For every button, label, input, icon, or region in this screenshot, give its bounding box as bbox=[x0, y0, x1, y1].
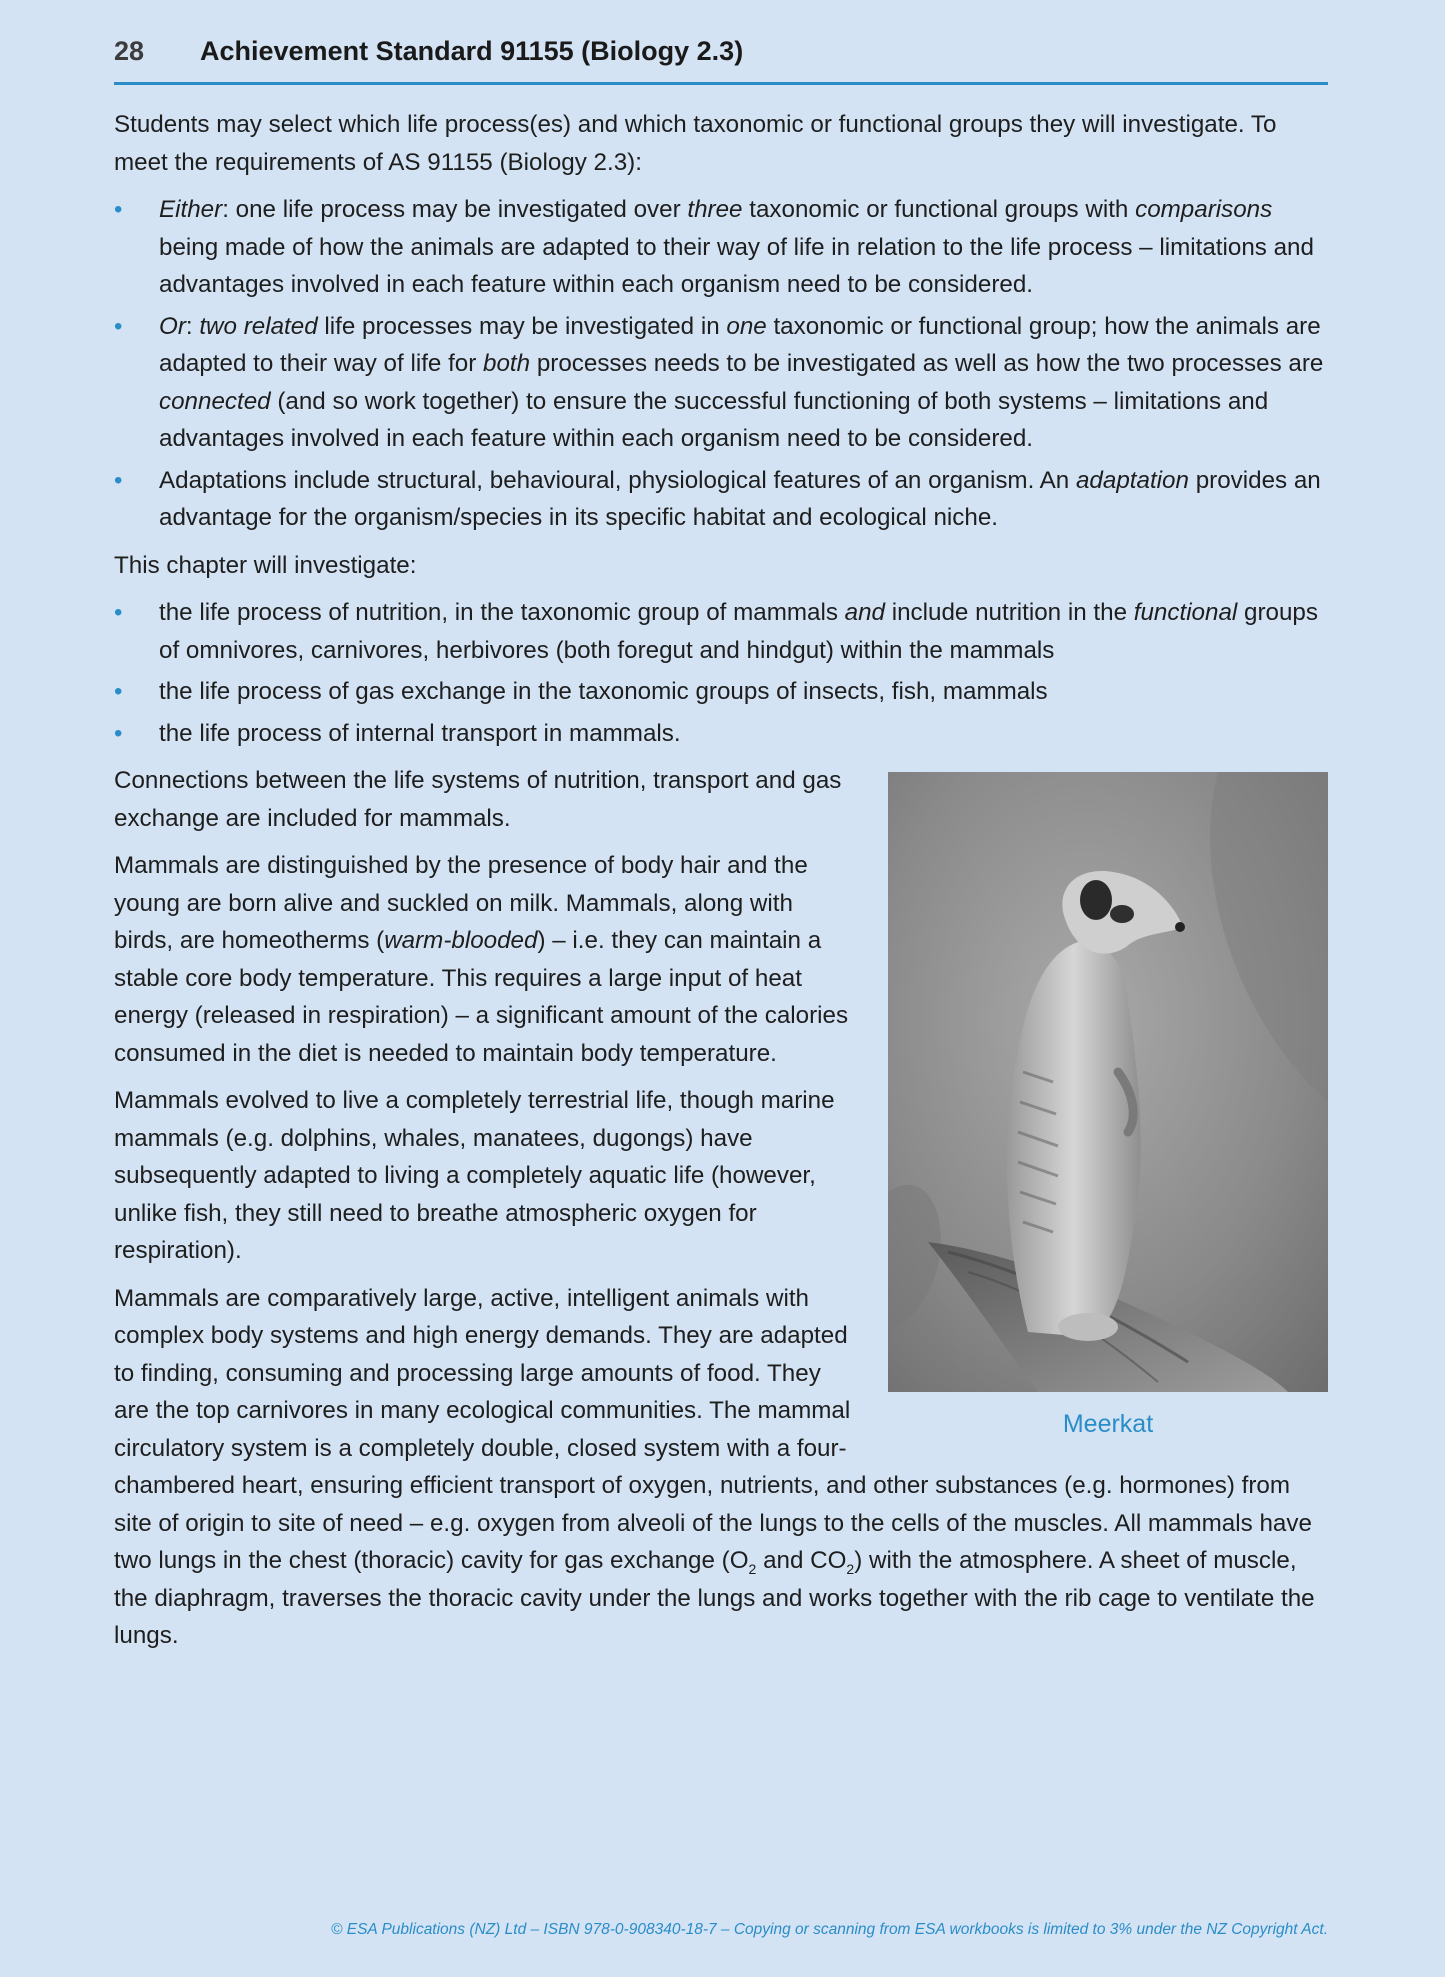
meerkat-photo bbox=[888, 772, 1328, 1392]
bullet-icon: • bbox=[114, 312, 123, 340]
page-header bbox=[114, 32, 1328, 85]
meerkat-figure bbox=[888, 772, 1328, 1444]
mammals-paragraph: Mammals are distinguished by the presence of body hair and the young are born alive and suckled on milk. Mammals, along with birds, are homeotherms (warm-blooded) – i.e. they can maintain a stable core body temperature. This requires a large input of heat energy (released in respiration) – a significant amount of the calories consumed in the diet is needed to maintain body temperature. bbox=[114, 852, 849, 1067]
list-item: • Adaptations include structural, behavioural, physiological features of an organism. An adaptation provides an advantage for the organism/species in its specific habitat and ecological niche. bbox=[114, 462, 1328, 537]
large-animals-paragraph: Mammals are comparatively large, active, intelligent animals with complex body systems and high energy demands. They are adapted to finding, consuming and processing large amounts of food. They are the top carnivores in many ecological communities. The mammal circulatory system is a completely double, closed system with a four-chambered heart, ensuring efficient transport of oxygen, nutrients, and other substances (e.g. hormones) from site of origin to site of need – e.g. oxygen from alveoli of the lungs to the cells of the muscles. All mammals have two lungs in the chest (thoracic) cavity for gas exchange ($O_2$ and $CO_2$) with the atmosphere. A sheet of muscle, the diaphragm, traverses the thoracic cavity under the lungs and works together with the rib cage to ventilate the lungs. bbox=[114, 1284, 1315, 1649]
list-item: • the life process of gas exchange in the taxonomic groups of insects, fish, mammals bbox=[114, 673, 1328, 711]
body-text bbox=[114, 106, 1328, 1665]
bullet-icon: • bbox=[114, 599, 123, 626]
page-number: 28 bbox=[114, 36, 145, 66]
requirements-list bbox=[114, 191, 1328, 537]
list-item: • Or: two related life processes may be investigated in one taxonomic or functional group; how the animals are adapted to their way of life for both processes needs to be investigated as well as how the two processes are connected (and so work together) to ensure the successful functioning of both systems – limitations and advantages involved in each feature within each organism need to be considered. bbox=[114, 308, 1328, 458]
list-item: • the life process of internal transport in mammals. bbox=[114, 715, 1328, 753]
chapter-paragraph: This chapter will investigate: bbox=[114, 551, 417, 579]
page-title: Achievement Standard 91155 (Biology 2.3) bbox=[200, 36, 744, 66]
evolved-paragraph: Mammals evolved to live a completely terrestrial life, though marine mammals (e.g. dolphins, whales, manatees, dugongs) have subsequently adapted to living a completely aquatic life (however, unlike fish, they still need to breathe atmospheric oxygen for respiration). bbox=[114, 1087, 835, 1264]
figure-caption: Meerkat bbox=[1062, 1410, 1154, 1438]
intro-paragraph: Students may select which life process(es) and which taxonomic or functional groups they will investigate. To meet the requirements of AS 91155 (Biology 2.3): bbox=[114, 111, 1277, 176]
bullet-icon: • bbox=[114, 196, 123, 223]
chapter-list bbox=[114, 594, 1328, 752]
bullet-icon: • bbox=[114, 466, 123, 494]
bullet-icon: • bbox=[114, 678, 123, 705]
copyright-footer: © ESA Publications (NZ) Ltd – ISBN 978-0-908340-18-7 – Copying or scanning from ESA workbooks is limited to 3% under the NZ Copyright Act. bbox=[331, 1921, 1328, 1938]
bullet-icon: • bbox=[114, 719, 123, 747]
connections-paragraph: Connections between the life systems of nutrition, transport and gas exchange are included for mammals. bbox=[114, 767, 842, 832]
list-item: • the life process of nutrition, in the taxonomic group of mammals and include nutrition in the functional groups of omnivores, carnivores, herbivores (both foregut and hindgut) within the mammals bbox=[114, 594, 1328, 669]
list-item: • Either: one life process may be investigated over three taxonomic or functional groups with comparisons being made of how the animals are adapted to their way of life in relation to the life process – limitations and advantages involved in each feature within each organism need to be considered. bbox=[114, 191, 1328, 304]
